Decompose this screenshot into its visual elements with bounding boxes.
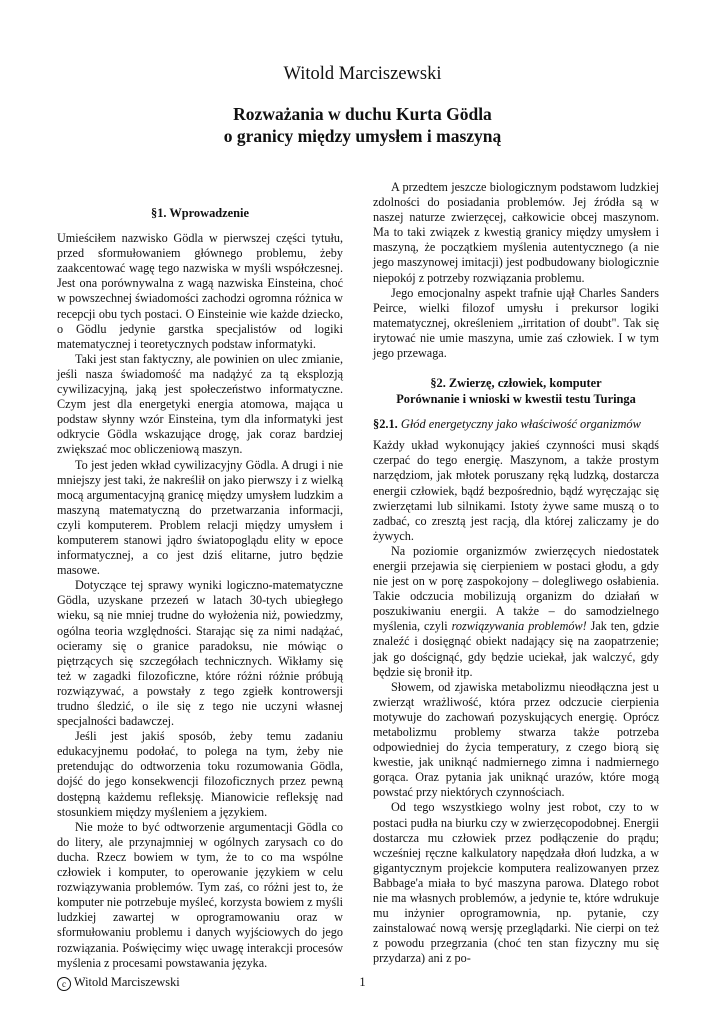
paragraph: Od tego wszystkiego wolny jest robot, czy to w postaci pudła na biurku czy w zwierzęcopodobnej. Energii dostarcza mu człowiek przez podłączenie do prądu; wcześniej ręczne kalkulatory napędzała dłoń ludzka, a w gigantycznym projekcie komputera realizowanyen przez Babbage'a miała to być maszyna parowa. Dlatego robot nie ma własnych problemów, a jedynie te, które wdrukuje mu inżynier oprogramownia, np. pytanie, czy zainstalować nową wersję przeglądarki. Nie cierpi on też z powodu przegrzania (choć ten stan fizyczny mu się przydarza) ani z po- bbox=[373, 800, 659, 966]
subsection-number: §2.1. bbox=[373, 417, 398, 432]
section-1-heading: §1. Wprowadzenie bbox=[151, 206, 249, 220]
paragraph: Dotyczące tej sprawy wyniki logiczno-matematyczne Gödla, uzyskane przezeń w latach 30-tych ubiegłego wieku, są nie mniej trudne do wyłożenia niż, powiedzmy, ogólna teoria względności. Starając się za nimi nadążać, ocieramy się o granice paradoksu, nie mówiąc o piętrzących się szczegółach technicznych. Wikłamy się też w zagadki filozoficzne, które różni różnie próbują rozwiązywać, a powstały z tego zgiełk kontrowersji trudno śledzić, o ile się z tego nie uczyni własnej specjalności badawczej. bbox=[57, 578, 343, 729]
paragraph: Nie może to być odtworzenie argumentacji Gödla co do litery, ale przynajmniej w ogólnych zarysach co do ducha. Rzecz bowiem w tym, że to co ma wspólne człowiek i komputer, to operowanie językiem w celu rozwiązywania problemów. Tym zaś, co różni jest to, że komputer nie potrzebuje myśleć, korzysta bowiem z myśli ludzkiej zawartej w oprogramowaniu oraz w sformułowaniu problemu i danych wyjściowych do jego rozwiązania. Poświęcimy więc uwagę interakcji procesów myślenia z procesami powstawania języka. bbox=[57, 819, 343, 970]
paragraph: Jeśli jest jakiś sposób, żeby temu zadaniu edukacyjnemu podołać, to polega na tym, żeby nie pretendując do odtworzenia toku rozumowania Gödla, dojść do jego konsekwencji filozoficznych przez pewną dostępną każdemu refleksję. Mianowicie refleksję nad stosunkiem między myśleniem a językiem. bbox=[57, 729, 343, 819]
subsection-title: Głód energetyczny jako właściwość organizmów bbox=[400, 417, 641, 432]
title-line-1: Rozważania w duchu Kurta Gödla bbox=[233, 104, 492, 124]
paragraph: Umieściłem nazwisko Gödla w pierwszej części tytułu, przed sformułowaniem głównego problemu, żeby zaakcentować wagę tego nazwiska w myśli współczesnej. Jest ona porównywalna z wagą nazwiska Einsteina, choć w powszechnej świadomości zachodzi ogromna różnica w recepcji obu tych postaci. O Einsteinie wie każde dziecko, o Gödlu jedynie garstka specjalistów od logiki matematycznej i teoretycznych podstaw informatyki. bbox=[57, 231, 343, 351]
paragraph-text: Jak ten, gdzie znaleźć i dosięgnąć obiekt nadający się na zaopatrzenie; jak go doścignąć, gdy będzie uciekał, jak walczyć, gdy będzie się bronił itp. bbox=[373, 619, 660, 679]
emphasis: rozwiązywania problemów! bbox=[451, 619, 587, 634]
paragraph-text: Na poziomie organizmów zwierzęcych niedostatek energii przejawia się cierpieniem w postaci głodu, a gdy nie jest on w porę zaspokojony – dolegliwego osłabienia. Takie odczucia mobilizują organizm do działań w poszukiwaniu energii. A także – do samodzielnego myślenia, czyli bbox=[373, 543, 659, 634]
section-2-heading bbox=[373, 375, 659, 407]
copyright-icon: c bbox=[57, 977, 71, 991]
paragraph: A przedtem jeszcze biologicznym podstawom ludzkiej zdolności do posiadania problemów. Jej źródła są w naszej naturze zwierzęcej, całkowicie obcej maszynom. Ma to taki związek z kwestią granicy między umysłem i maszyną, że początkiem myślenia autentycznego (a nie jego maszynowej imitacji) jest podbudowany biologicznie niepokój z potrzeby rozwiązania problemu. bbox=[373, 180, 659, 285]
paper-title bbox=[0, 103, 725, 147]
copyright-name: Witold Marciszewski bbox=[73, 975, 180, 989]
paragraph: To jest jeden wkład cywilizacyjny Gödla. A drugi i nie mniejszy jest taki, że nakreślił on jako pierwszy i z wielką mocą argumentacyjną granicę między umysłem ludzkim a maszyną matematyczną do przetwarzania informacji, czyli komputerem. Problem relacji między umysłem i komputerem stanowi jądro światopoglądu elity w epoce informatycznej, a co jest dziś elitarne, jutro będzie masowe. bbox=[57, 457, 343, 578]
section-2-heading-line-1: §2. Zwierzę, człowiek, komputer bbox=[430, 376, 602, 391]
paragraph: Każdy układ wykonujący jakieś czynności musi skądś czerpać do tego energię. Maszynom, a także prostym narzędziom, jak młotek poruszany ręką ludzką, dostarcza energii człowiek, bądź bezpośrednio, bądź wyręczając się zwierzętami lub silnikami. Istoty żywe same muszą o to zadbać, co zresztą jest racją, dla której zaliczamy je do żywych. bbox=[373, 438, 659, 543]
paragraph: Słowem, od zjawiska metabolizmu nieodłączna jest u zwierząt wrażliwość, która przez odczucie cierpienia motywuje do zachowań pozyskujących energię. Oprócz metabolizmu problemy stwarza także potrzeba odpowiedniej do życia temperatury, z czego biorą się kwestie, jak uniknąć nadmiernego zimna i nadmiernego gorąca. Oraz pytania jak uniknąć urazów, które mogą powstać przy niektórych czynnościach. bbox=[373, 679, 659, 800]
title-line-2: o granicy między umysłem i maszyną bbox=[223, 126, 502, 146]
right-column bbox=[373, 180, 659, 967]
page-number: 1 bbox=[359, 975, 366, 989]
subsection-2-1-heading bbox=[373, 417, 659, 432]
paragraph bbox=[373, 544, 659, 680]
paragraph: Taki jest stan faktyczny, ale powinien on ulec zmianie, jeśli nasza świadomość ma nadążyć za tą eksplozją cywilizacyjną, jaką jest społeczeństwo informatyczne. Czym jest dla energetyki energia atomowa, mająca u podstaw słynny wzór Einsteina, tym dla informatyki jest odkrycie Gödla wskazujące drogę, jak coraz bardziej zwiększać moc obliczeniową maszyn. bbox=[57, 351, 343, 457]
paragraph: Jego emocjonalny aspekt trafnie ujął Charles Sanders Peirce, wielki filozof umysłu i prekursor logiki matematycznej, określeniem „irritation of doubt". Tak się irytować nie umie maszyna, umie zaś człowiek. I w tym jego przewaga. bbox=[373, 285, 659, 361]
author-name: Witold Marciszewski bbox=[283, 64, 442, 84]
section-2-heading-line-2: Porównanie i wnioski w kwestii testu Turinga bbox=[396, 392, 636, 407]
left-column bbox=[57, 180, 343, 971]
